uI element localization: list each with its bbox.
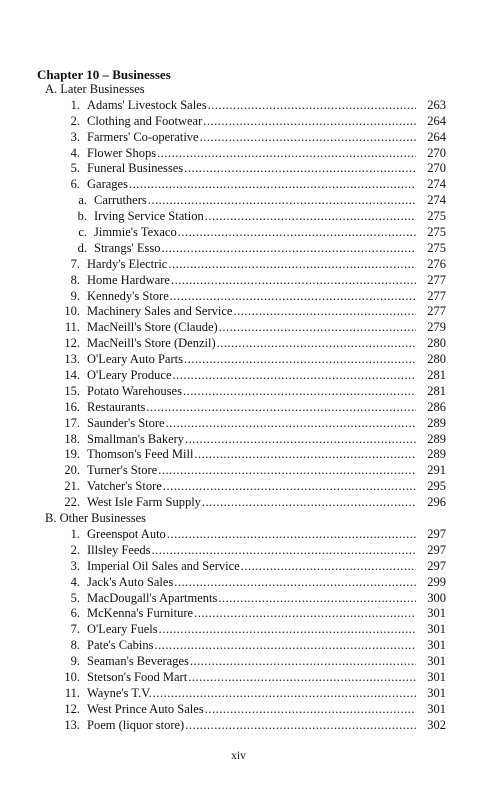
toc-entry — [37, 320, 446, 336]
toc-entry — [37, 289, 446, 305]
entry-page-number: 281 — [427, 368, 446, 383]
entry-number: 1. — [70, 526, 80, 541]
dot-leader — [183, 352, 416, 368]
entry-page-number: 280 — [427, 352, 446, 367]
toc-entry — [37, 543, 446, 559]
entry-title: Smallman's Bakery — [87, 431, 185, 446]
page-folio: xiv — [231, 750, 246, 762]
entry-title: Clothing and Footwear — [87, 113, 203, 128]
entry-title: O'Leary Fuels — [87, 622, 158, 637]
dot-leader — [184, 432, 416, 448]
toc-entry — [37, 130, 446, 146]
dot-leader — [172, 368, 416, 384]
toc-entry — [37, 304, 446, 320]
entry-page-number: 277 — [427, 272, 446, 287]
entry-number: 12. — [64, 336, 80, 351]
dot-leader — [202, 114, 416, 130]
toc-entry — [37, 257, 446, 273]
entry-number: 22. — [64, 495, 80, 510]
entry-number: 17. — [64, 415, 80, 430]
dot-leader — [158, 622, 416, 638]
toc-entry — [37, 638, 446, 654]
entry-title: Strangs' Esso — [94, 240, 161, 255]
entry-page-number: 289 — [427, 447, 446, 462]
dot-leader — [177, 225, 416, 241]
dot-leader — [182, 384, 416, 400]
entry-title: Restaurants — [87, 399, 146, 414]
dot-leader — [189, 654, 416, 670]
entry-page-number: 280 — [427, 336, 446, 351]
entry-number: 6. — [70, 606, 80, 621]
entry-page-number: 300 — [427, 590, 446, 605]
toc-entry — [37, 447, 446, 463]
entry-number: 21. — [64, 479, 80, 494]
entry-number: 4. — [70, 145, 80, 160]
dot-leader — [167, 257, 416, 273]
entry-page-number: 277 — [427, 288, 446, 303]
entry-title: Saunder's Store — [87, 415, 165, 430]
entry-number: 16. — [64, 399, 80, 414]
toc-entry — [37, 702, 446, 718]
entry-number: c. — [78, 225, 87, 240]
entry-title: Potato Warehouses — [87, 383, 182, 398]
dot-leader — [204, 209, 416, 225]
entry-page-number: 295 — [427, 479, 446, 494]
toc-entry — [37, 654, 446, 670]
toc-entry — [37, 575, 446, 591]
entry-number: 10. — [64, 669, 80, 684]
dot-leader — [199, 130, 416, 146]
entry-page-number: 286 — [427, 399, 446, 414]
entry-title: Stetson's Food Mart — [87, 669, 188, 684]
entry-title: Greenspot Auto — [87, 526, 166, 541]
entry-page-number: 270 — [427, 161, 446, 176]
entry-title: Jack's Auto Sales — [87, 574, 174, 589]
entry-number: 3. — [70, 129, 80, 144]
entry-number: 5. — [70, 590, 80, 605]
dot-leader — [145, 400, 416, 416]
entry-number: 9. — [70, 654, 80, 669]
chapter-heading: Chapter 10 – Businesses — [37, 67, 171, 82]
entry-number: 6. — [70, 177, 80, 192]
entry-title: Illsley Feeds — [87, 542, 151, 557]
entry-number: 1. — [70, 97, 80, 112]
toc-entry — [37, 479, 446, 495]
toc-entry — [37, 241, 446, 257]
entry-page-number: 301 — [427, 685, 446, 700]
dot-leader — [151, 543, 416, 559]
toc-entry — [37, 273, 446, 289]
entry-number: 7. — [70, 622, 80, 637]
entry-number: 8. — [70, 638, 80, 653]
entry-page-number: 301 — [427, 701, 446, 716]
entry-title: Adams' Livestock Sales — [87, 97, 207, 112]
entry-page-number: 277 — [427, 304, 446, 319]
dot-leader — [173, 575, 416, 591]
entry-title: Carruthers — [94, 193, 147, 208]
dot-leader — [147, 193, 416, 209]
entry-page-number: 302 — [427, 717, 446, 732]
entry-page-number: 301 — [427, 606, 446, 621]
entry-number: 18. — [64, 431, 80, 446]
toc-entry — [37, 161, 446, 177]
entry-title: Machinery Sales and Service — [87, 304, 233, 319]
entry-page-number: 275 — [427, 240, 446, 255]
dot-leader — [169, 289, 416, 305]
entry-title: Funeral Businesses — [87, 161, 184, 176]
entry-number: a. — [78, 193, 87, 208]
entry-title: Garages — [87, 177, 128, 192]
dot-leader — [232, 304, 416, 320]
entry-title: Wayne's T.V. — [87, 685, 152, 700]
dot-leader — [240, 559, 416, 575]
dot-leader — [207, 98, 416, 114]
entry-number: 7. — [70, 256, 80, 271]
toc-entry — [37, 352, 446, 368]
entry-title: Flower Shops — [87, 145, 157, 160]
entry-page-number: 301 — [427, 638, 446, 653]
entry-page-number: 301 — [427, 669, 446, 684]
entry-number: 11. — [64, 320, 80, 335]
toc-entry — [37, 177, 446, 193]
entry-number: 9. — [70, 288, 80, 303]
dot-leader — [128, 177, 416, 193]
toc-entry — [37, 559, 446, 575]
toc-entry — [37, 606, 446, 622]
entry-title: Kennedy's Store — [87, 288, 169, 303]
entry-title: Hardy's Electric — [87, 256, 168, 271]
dot-leader — [183, 161, 416, 177]
dot-leader — [201, 495, 416, 511]
toc-entry — [37, 670, 446, 686]
dot-leader — [187, 670, 416, 686]
entry-page-number: 301 — [427, 654, 446, 669]
toc-entry — [37, 384, 446, 400]
entry-title: MacDougall's Apartments — [87, 590, 218, 605]
entry-title: Poem (liquor store) — [87, 717, 185, 732]
dot-leader — [216, 336, 416, 352]
toc-entry — [37, 209, 446, 225]
entry-number: 11. — [64, 685, 80, 700]
entry-number: d. — [77, 240, 87, 255]
entry-page-number: 289 — [427, 431, 446, 446]
dot-leader — [166, 527, 416, 543]
entry-number: 13. — [64, 717, 80, 732]
toc-entry — [37, 193, 446, 209]
entry-title: Seaman's Beverages — [87, 654, 189, 669]
entry-title: Turner's Store — [87, 463, 158, 478]
dot-leader — [170, 273, 416, 289]
dot-leader — [156, 146, 416, 162]
entry-number: 14. — [64, 368, 80, 383]
entry-page-number: 281 — [427, 383, 446, 398]
dot-leader — [204, 702, 416, 718]
toc-entry — [37, 146, 446, 162]
entry-number: 13. — [64, 352, 80, 367]
entry-number: 10. — [64, 304, 80, 319]
entry-number: 8. — [70, 272, 80, 287]
entry-page-number: 289 — [427, 415, 446, 430]
entry-page-number: 297 — [427, 542, 446, 557]
entry-page-number: 291 — [427, 463, 446, 478]
entry-page-number: 264 — [427, 129, 446, 144]
dot-leader — [193, 606, 416, 622]
entry-title: O'Leary Produce — [87, 368, 172, 383]
entry-title: McKenna's Furniture — [87, 606, 194, 621]
toc-entry — [37, 718, 446, 734]
entry-title: Jimmie's Texaco — [94, 225, 177, 240]
toc-entry — [37, 527, 446, 543]
toc-entry — [37, 416, 446, 432]
toc-entry — [37, 463, 446, 479]
entry-number: 12. — [64, 701, 80, 716]
entry-title: MacNeill's Store (Denzil) — [87, 336, 216, 351]
toc-entry — [37, 622, 446, 638]
entry-page-number: 296 — [427, 495, 446, 510]
entry-page-number: 270 — [427, 145, 446, 160]
toc-entry — [37, 336, 446, 352]
entry-number: 19. — [64, 447, 80, 462]
entry-title: O'Leary Auto Parts — [87, 352, 183, 367]
toc-entry — [37, 368, 446, 384]
entry-title: MacNeill's Store (Claude) — [87, 320, 218, 335]
dot-leader — [152, 686, 416, 702]
entry-number: b. — [77, 209, 87, 224]
entry-page-number: 274 — [427, 193, 446, 208]
dot-leader — [161, 241, 417, 257]
entry-title: West Isle Farm Supply — [87, 495, 201, 510]
dot-leader — [217, 591, 416, 607]
toc-entry — [37, 686, 446, 702]
entry-page-number: 279 — [427, 320, 446, 335]
toc-entry — [37, 98, 446, 114]
toc-entry — [37, 495, 446, 511]
dot-leader — [165, 416, 416, 432]
toc-entry — [37, 225, 446, 241]
entry-title: Home Hardware — [87, 272, 170, 287]
table-of-contents — [37, 67, 446, 734]
dot-leader — [162, 479, 416, 495]
entry-title: Imperial Oil Sales and Service — [87, 558, 240, 573]
entry-title: Pate's Cabins — [87, 638, 154, 653]
toc-entry — [37, 432, 446, 448]
toc-entry — [37, 591, 446, 607]
entry-number: 15. — [64, 383, 80, 398]
dot-leader — [193, 447, 416, 463]
entry-page-number: 275 — [427, 209, 446, 224]
entry-number: 20. — [64, 463, 80, 478]
entry-title: Farmers' Co-operative — [87, 129, 199, 144]
dot-leader — [157, 463, 416, 479]
dot-leader — [184, 718, 416, 734]
entry-page-number: 263 — [427, 97, 446, 112]
entry-page-number: 264 — [427, 113, 446, 128]
entry-page-number: 275 — [427, 225, 446, 240]
toc-entry — [37, 400, 446, 416]
entry-number: 2. — [70, 113, 80, 128]
toc-entry — [37, 114, 446, 130]
entry-page-number: 276 — [427, 256, 446, 271]
entry-page-number: 301 — [427, 622, 446, 637]
section-heading: A. Later Businesses — [45, 82, 145, 96]
entry-number: 2. — [70, 542, 80, 557]
entry-title: West Prince Auto Sales — [87, 701, 204, 716]
entry-title: Vatcher's Store — [87, 479, 162, 494]
entry-title: Thomson's Feed Mill — [87, 447, 194, 462]
section-heading: B. Other Businesses — [45, 511, 147, 526]
entry-number: 4. — [70, 574, 80, 589]
entry-page-number: 299 — [427, 574, 446, 589]
entry-number: 5. — [70, 161, 80, 176]
entry-page-number: 297 — [427, 558, 446, 573]
entry-page-number: 274 — [427, 177, 446, 192]
entry-number: 3. — [70, 558, 80, 573]
dot-leader — [154, 638, 417, 654]
entry-title: Irving Service Station — [94, 209, 204, 224]
entry-page-number: 297 — [427, 526, 446, 541]
dot-leader — [218, 320, 416, 336]
